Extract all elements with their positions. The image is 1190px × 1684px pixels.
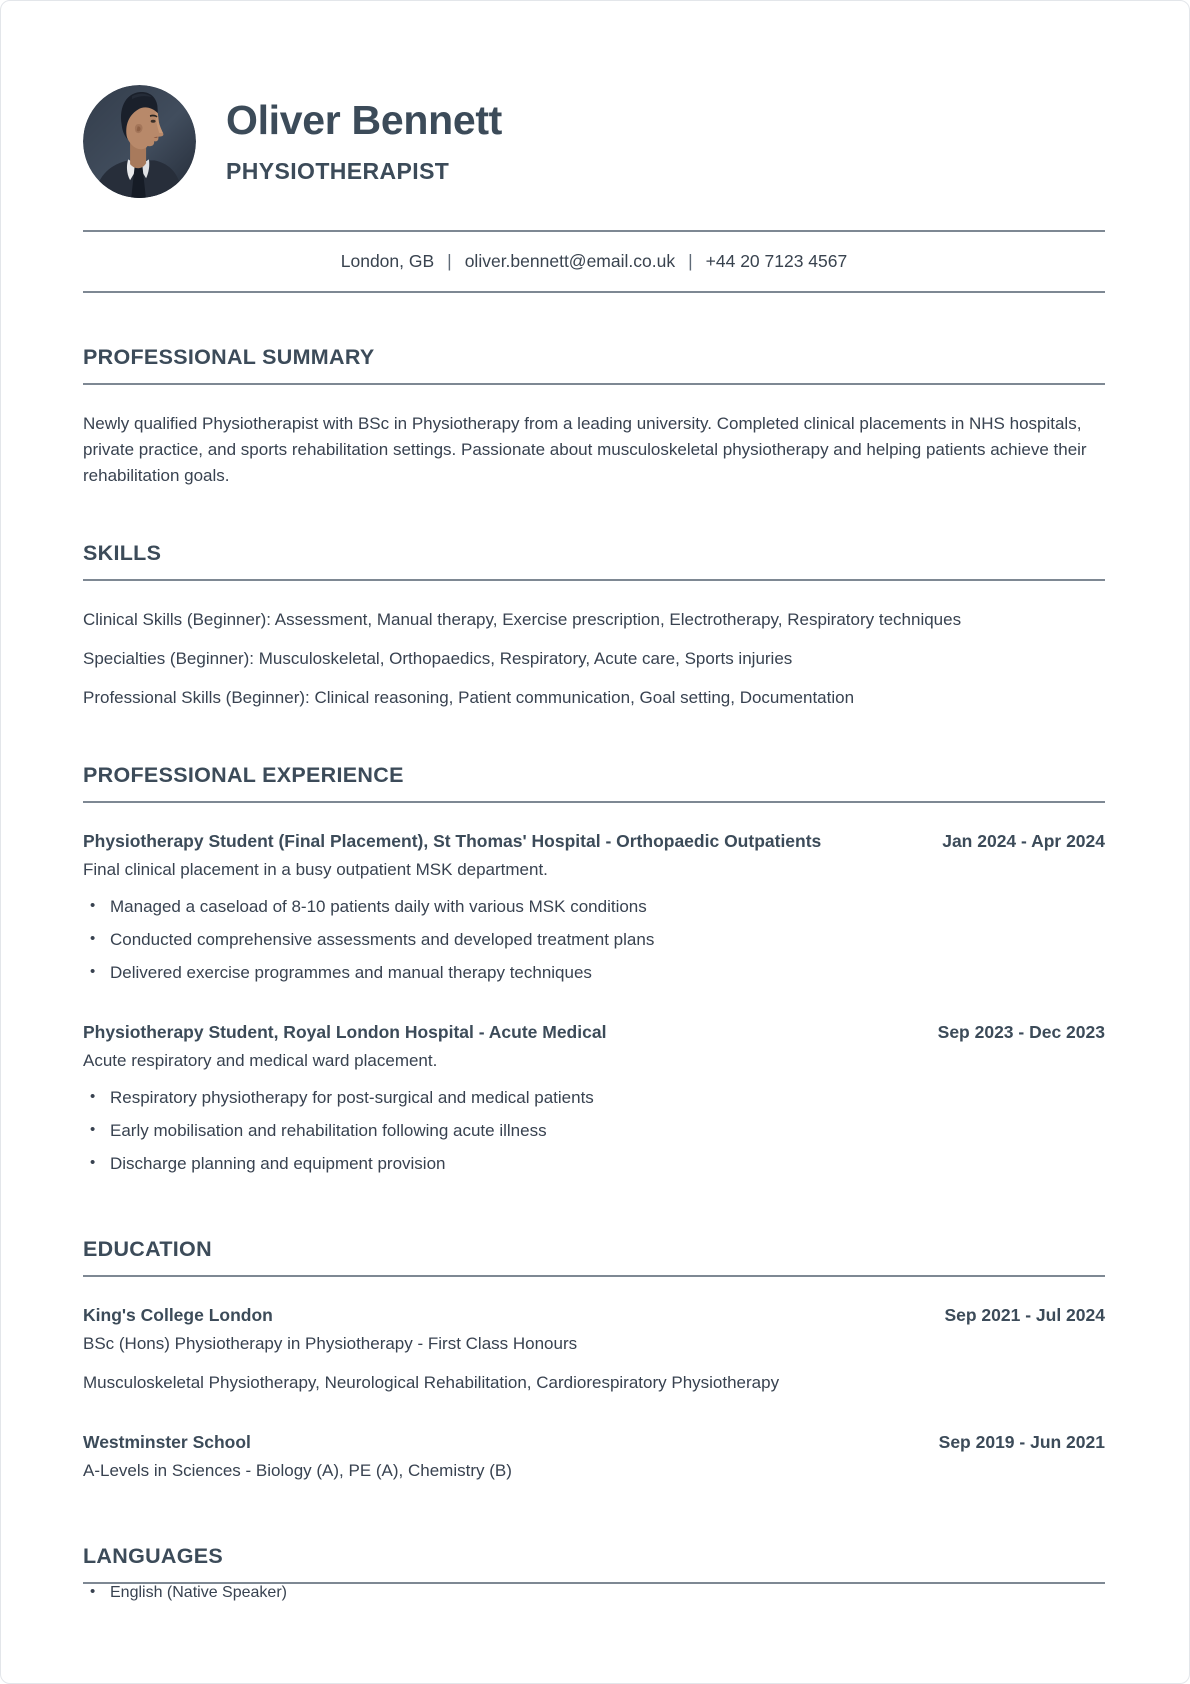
language-item: • English (Native Speaker) (83, 1584, 1105, 1602)
education-entry (83, 1303, 1105, 1396)
contact-location: London, GB (340, 251, 435, 271)
job-bullet: • Delivered exercise programmes and manual therapy techniques (83, 960, 1105, 986)
school-coursework: Musculoskeletal Physiotherapy, Neurological Rehabilitation, Cardiorespiratory Physiotherapy (83, 1373, 780, 1392)
job-dates: Jan 2024 - Apr 2024 (942, 831, 1105, 851)
school-dates: Sep 2021 - Jul 2024 (944, 1305, 1105, 1325)
contact-bar (83, 230, 1105, 293)
candidate-name: Oliver Bennett (226, 97, 503, 144)
education-heading: EDUCATION (83, 1237, 1105, 1277)
job-title: Physiotherapy Student, Royal London Hospital - Acute Medical (83, 1022, 607, 1042)
section-skills (83, 541, 1105, 711)
contact-email: oliver.bennett@email.co.uk (464, 251, 676, 271)
skills-heading: SKILLS (83, 541, 1105, 581)
job-title: Physiotherapy Student (Final Placement), St Thomas' Hospital - Orthopaedic Outpatients (83, 831, 822, 851)
school-degree: A-Levels in Sciences - Biology (A), PE (A), Chemistry (B) (83, 1461, 512, 1480)
contact-separator: | (447, 251, 452, 271)
section-professional-summary (83, 345, 1105, 489)
header-text (226, 98, 502, 184)
section-education (83, 1237, 1105, 1484)
candidate-job-title: PHYSIOTHERAPIST (226, 157, 450, 184)
languages-heading: LANGUAGES (83, 1544, 1105, 1584)
job-description: Acute respiratory and medical ward placement. (83, 1051, 438, 1070)
skill-line: Clinical Skills (Beginner): Assessment, Manual therapy, Exercise prescription, Electrotherapy, Respiratory techniques (83, 610, 962, 629)
job-bullet-list (83, 1085, 1105, 1177)
contact-phone: +44 20 7123 4567 (705, 251, 848, 271)
resume-header (83, 85, 1105, 198)
school-dates: Sep 2019 - Jun 2021 (938, 1432, 1105, 1452)
section-professional-experience (83, 763, 1105, 1177)
job-dates: Sep 2023 - Dec 2023 (937, 1022, 1105, 1042)
school-name: Westminster School (83, 1432, 251, 1452)
job-bullet: • Respiratory physiotherapy for post-surgical and medical patients (83, 1085, 1105, 1111)
man-profile-portrait-icon (83, 85, 196, 198)
education-entry (83, 1430, 1105, 1484)
skill-line: Professional Skills (Beginner): Clinical reasoning, Patient communication, Goal setting, Documentation (83, 688, 855, 707)
job-bullet: • Early mobilisation and rehabilitation following acute illness (83, 1118, 1105, 1144)
school-degree: BSc (Hons) Physiotherapy in Physiotherapy - First Class Honours (83, 1334, 578, 1353)
section-languages (83, 1544, 1105, 1602)
experience-entry (83, 1020, 1105, 1177)
job-bullet: • Discharge planning and equipment provision (83, 1151, 1105, 1177)
summary-text: Newly qualified Physiotherapist with BSc in Physiotherapy from a leading university. Completed clinical placements in NHS hospitals, private practice, and sports rehabilitation settings. Passionate about musculoskeletal physiotherapy and helping patients achieve their rehabilitation goals. (83, 414, 1087, 485)
school-name: King's College London (83, 1305, 273, 1325)
skill-line: Specialties (Beginner): Musculoskeletal, Orthopaedics, Respiratory, Acute care, Sports injuries (83, 649, 793, 668)
job-description: Final clinical placement in a busy outpatient MSK department. (83, 860, 548, 879)
contact-separator: | (688, 251, 693, 271)
languages-list (83, 1584, 1105, 1602)
avatar (83, 85, 196, 198)
job-bullet: • Conducted comprehensive assessments and developed treatment plans (83, 927, 1105, 953)
job-bullet: • Managed a caseload of 8-10 patients daily with various MSK conditions (83, 894, 1105, 920)
experience-entry (83, 829, 1105, 986)
job-bullet-list (83, 894, 1105, 986)
experience-heading: PROFESSIONAL EXPERIENCE (83, 763, 1105, 803)
summary-heading: PROFESSIONAL SUMMARY (83, 345, 1105, 385)
